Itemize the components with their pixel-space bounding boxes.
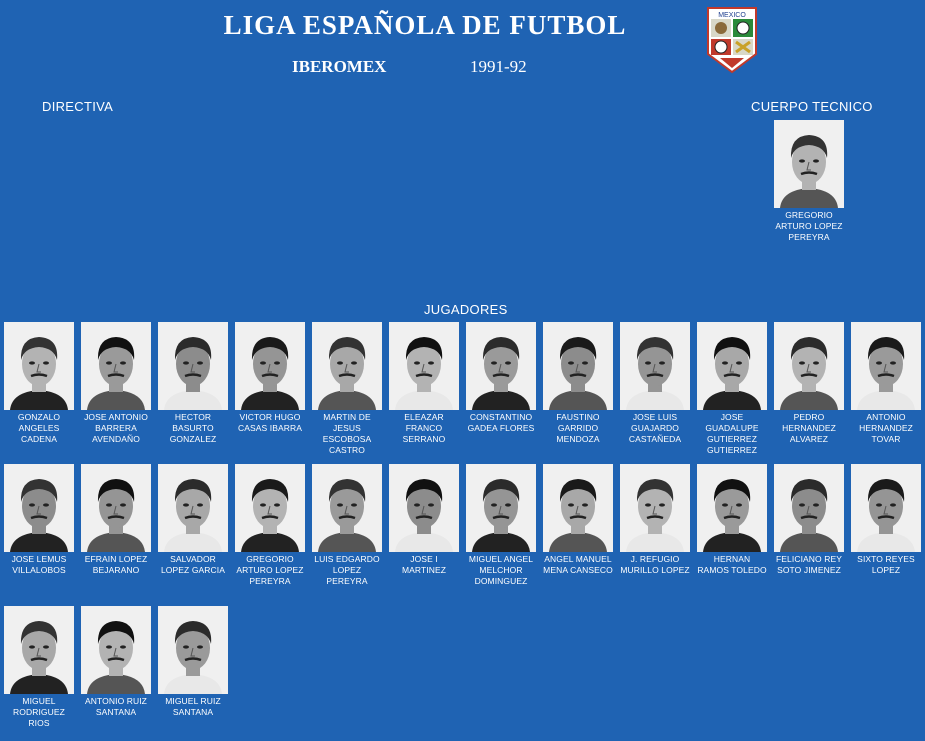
player-photo	[158, 606, 228, 694]
player-card	[620, 322, 690, 445]
player-name: GREGORIO ARTURO LOPEZ PEREYRA	[236, 554, 304, 586]
player-name: ANGEL MANUEL MENA CANSECO	[543, 554, 613, 575]
player-photo	[389, 322, 459, 410]
page-title: LIGA ESPAÑOLA DE FUTBOL	[223, 10, 627, 40]
player-photo	[389, 464, 459, 552]
player-name: MARTIN DE JESUS ESCOBOSA CASTRO	[322, 412, 372, 455]
jugadores-label: JUGADORES	[424, 302, 508, 317]
staff-photo	[774, 120, 844, 208]
player-card	[851, 322, 921, 445]
player-card	[312, 322, 382, 456]
player-card	[312, 464, 382, 587]
player-photo	[4, 464, 74, 552]
player-card	[543, 322, 613, 445]
player-name: ELEAZAR FRANCO SERRANO	[402, 412, 446, 444]
player-photo	[620, 322, 690, 410]
player-photo	[158, 322, 228, 410]
player-card	[389, 464, 459, 576]
player-name: LUIS EDGARDO LOPEZ PEREYRA	[314, 554, 380, 586]
player-name: CONSTANTINO GADEA FLORES	[467, 412, 535, 433]
player-name: JOSE LUIS GUAJARDO CASTAÑEDA	[628, 412, 682, 444]
player-name: MIGUEL ANGEL MELCHOR DOMINGUEZ	[468, 554, 534, 586]
player-card	[81, 464, 151, 576]
player-photo	[81, 606, 151, 694]
player-card	[389, 322, 459, 445]
player-card	[697, 464, 767, 576]
player-card	[466, 322, 536, 434]
player-photo	[81, 464, 151, 552]
player-card	[774, 322, 844, 445]
player-card	[851, 464, 921, 576]
player-name: SIXTO REYES LOPEZ	[857, 554, 915, 575]
player-photo	[235, 322, 305, 410]
player-photo	[466, 322, 536, 410]
player-card	[4, 606, 74, 729]
season: 1991-92	[470, 57, 527, 76]
cuerpo-tecnico-label: CUERPO TECNICO	[751, 99, 873, 114]
player-photo	[81, 322, 151, 410]
player-name: MIGUEL RUIZ SANTANA	[165, 696, 221, 717]
player-photo	[4, 322, 74, 410]
player-name: JOSE GUADALUPE GUTIERREZ GUTIERREZ	[705, 412, 759, 455]
player-photo	[774, 322, 844, 410]
player-name: ANTONIO RUIZ SANTANA	[85, 696, 147, 717]
staff-card	[774, 120, 844, 243]
player-card	[158, 606, 228, 718]
player-card	[620, 464, 690, 576]
player-name: J. REFUGIO MURILLO LOPEZ	[620, 554, 690, 575]
player-card	[466, 464, 536, 587]
player-name: JOSE I MARTINEZ	[401, 554, 447, 575]
player-photo	[851, 322, 921, 410]
player-name: EFRAIN LOPEZ BEJARANO	[84, 554, 148, 575]
player-photo	[235, 464, 305, 552]
player-photo	[543, 322, 613, 410]
player-photo	[466, 464, 536, 552]
player-name: FELICIANO REY SOTO JIMENEZ	[775, 554, 842, 575]
player-card	[4, 464, 74, 576]
directiva-label: DIRECTIVA	[42, 99, 114, 114]
player-photo	[774, 464, 844, 552]
player-card	[235, 322, 305, 434]
player-photo	[312, 322, 382, 410]
player-name: JOSE ANTONIO BARRERA AVENDAÑO	[84, 412, 148, 444]
player-name: GONZALO ANGELES CADENA	[17, 412, 61, 444]
player-photo	[620, 464, 690, 552]
player-name: MIGUEL RODRIGUEZ RIOS	[13, 696, 65, 728]
player-photo	[4, 606, 74, 694]
player-name: VICTOR HUGO CASAS IBARRA	[237, 412, 303, 433]
player-name: HECTOR BASURTO GONZALEZ	[169, 412, 217, 444]
player-card	[697, 322, 767, 456]
player-name: HERNAN RAMOS TOLEDO	[697, 554, 767, 575]
player-card	[158, 464, 228, 576]
player-card	[4, 322, 74, 445]
player-card	[543, 464, 613, 576]
mexico-crest-icon	[706, 6, 758, 74]
player-photo	[158, 464, 228, 552]
player-photo	[312, 464, 382, 552]
player-card	[774, 464, 844, 576]
player-card	[235, 464, 305, 587]
player-name: ANTONIO HERNANDEZ TOVAR	[859, 412, 913, 444]
staff-name: GREGORIO ARTURO LOPEZ PEREYRA	[775, 210, 843, 242]
player-card	[81, 606, 151, 718]
player-photo	[851, 464, 921, 552]
crest-label: MEXICO	[718, 12, 746, 19]
player-card	[158, 322, 228, 445]
player-photo	[697, 322, 767, 410]
player-name: FAUSTINO GARRIDO MENDOZA	[556, 412, 600, 444]
player-name: JOSE LEMUS VILLALOBOS	[11, 554, 67, 575]
player-card	[81, 322, 151, 445]
player-name: SALVADOR LOPEZ GARCIA	[160, 554, 226, 575]
player-photo	[697, 464, 767, 552]
player-photo	[543, 464, 613, 552]
player-name: PEDRO HERNANDEZ ALVAREZ	[782, 412, 836, 444]
team-name: IBEROMEX	[292, 57, 387, 76]
